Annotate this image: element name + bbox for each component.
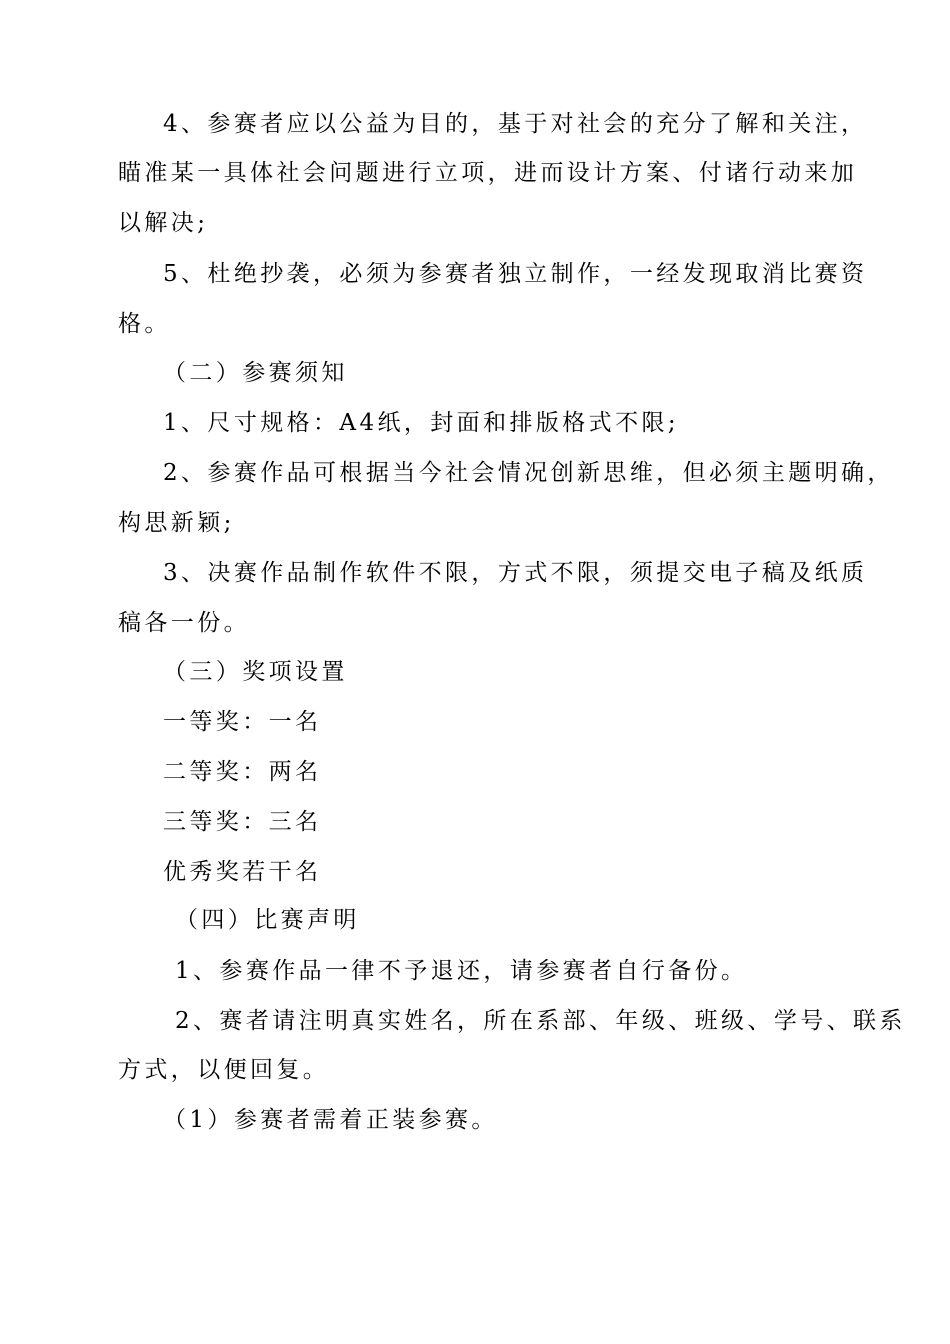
section4-item1: 1、参赛作品一律不予退还，请参赛者自行备份。 — [175, 958, 748, 984]
first-prize-line: 一等奖：一名 — [163, 709, 322, 735]
section2-item2-line1: 2、参赛作品可根据当今社会情况创新思维，但必须主题明确， — [163, 460, 894, 486]
item5-line1: 5、杜绝抄袭，必须为参赛者独立制作，一经发现取消比赛资 — [163, 261, 868, 287]
item5-line2: 格。 — [118, 311, 171, 337]
second-prize-line: 二等奖：两名 — [163, 759, 322, 785]
section2-item1: 1、尺寸规格：A4纸，封面和排版格式不限; — [163, 410, 680, 436]
section2-item3-line1: 3、决赛作品制作软件不限，方式不限，须提交电子稿及纸质 — [163, 560, 868, 586]
section4-item2-line1: 2、赛者请注明真实姓名，所在系部、年级、班级、学号、联系 — [175, 1008, 906, 1034]
section2-heading: （二）参赛须知 — [163, 360, 348, 386]
section3-heading: （三）奖项设置 — [163, 659, 348, 685]
item4-line2: 瞄准某一具体社会问题进行立项，进而设计方案、付诸行动来加 — [118, 160, 858, 186]
section2-item3-line2: 稿各一份。 — [118, 610, 250, 636]
section4-sub1: （1）参赛者需着正装参赛。 — [163, 1107, 498, 1133]
item4-line1: 4、参赛者应以公益为目的，基于对社会的充分了解和关注， — [163, 111, 868, 137]
section2-item2-line2: 构思新颖; — [118, 510, 235, 536]
section4-heading: （四）比赛声明 — [175, 907, 360, 933]
item4-line3: 以解决; — [118, 210, 209, 236]
excellence-prize-line: 优秀奖若干名 — [163, 859, 322, 885]
section4-item2-line2: 方式，以便回复。 — [118, 1057, 330, 1083]
third-prize-line: 三等奖：三名 — [163, 809, 322, 835]
